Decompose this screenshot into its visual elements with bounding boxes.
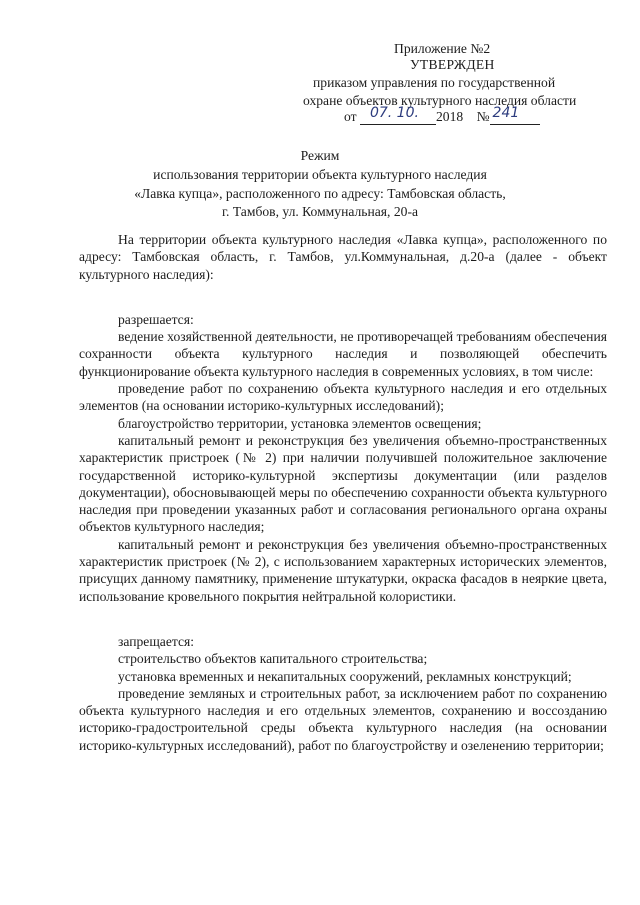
allowed-item: капитальный ремонт и реконструкция без увеличения объемно-пространственных характеристик пристроек (№ 2), с использованием характерных исторических элементов, присущих данному памятнику, применение штукатурки, окраска фасадов в неяркие цвета, использование кровельного покрытия нейтральной колористики.	[79, 536, 607, 604]
allowed-item: благоустройство территории, установка элементов освещения;	[118, 415, 482, 431]
prohibited-item: установка временных и некапитальных сооружений, рекламных конструкций;	[118, 668, 572, 684]
prohibited-item: проведение земляных и строительных работ, за исключением работ по сохранению объекта культурного наследия и его отдельных элементов, сохранению и воссозданию историко-градостроительной среды объекта культурного наследия (на основании историко-культурных исследований), работ по благоустройству и озеленению территории;	[79, 685, 607, 753]
number-field	[490, 105, 540, 125]
handwritten-number: 241	[492, 105, 520, 121]
prohibited-item: строительство объектов капитального строительства;	[118, 651, 428, 667]
year: 2018	[435, 109, 464, 124]
title-line-2: «Лавка купца», расположенного по адресу: Тамбовская область,	[134, 186, 506, 201]
number-prefix: №	[476, 109, 490, 124]
order-line-2: охране объектов культурного наследия области	[303, 93, 577, 108]
allowed-item: ведение хозяйственной деятельности, не противоречащей требованиям обеспечения сохранности объекта культурного наследия и позволяющей обеспечить функционирование объекта культурного наследия в современных условиях, в том числе:	[79, 329, 607, 379]
handwritten-date: 07. 10.	[369, 105, 419, 121]
appendix-label: Приложение №2	[394, 41, 491, 56]
document-title: Режим	[300, 148, 340, 163]
title-line-3: г. Тамбов, ул. Коммунальная, 20-а	[222, 204, 418, 219]
approved-label: УТВЕРЖДЕН	[410, 57, 495, 72]
date-prefix: от	[344, 109, 357, 124]
allowed-heading: разрешается:	[118, 311, 194, 327]
prohibited-heading: запрещается:	[118, 633, 195, 649]
allowed-item: капитальный ремонт и реконструкция без увеличения объемно-пространственных характеристик пристроек (№ 2) при наличии получившей положительное заключение государственной историко-культурной экспертизы документации (или разделов документации), обосновывающей меры по обеспечению сохранности объекта культурного наследия при проведении указанных работ и согласования регионального органа охраны объектов культурного наследия;	[79, 432, 607, 535]
document-body	[79, 231, 607, 754]
title-line-1: использования территории объекта культурного наследия	[153, 167, 487, 182]
order-date-number	[344, 105, 540, 125]
order-line-1: приказом управления по государственной	[313, 75, 556, 90]
date-field	[360, 105, 436, 125]
intro-paragraph: На территории объекта культурного наследия «Лавка купца», расположенного по адресу: Тамбовская область, г. Тамбов, ул.Коммунальная, д.20-а (далее - объект культурного наследия):	[79, 232, 607, 282]
allowed-item: проведение работ по сохранению объекта культурного наследия и его отдельных элементов (на основании историко-культурных исследований);	[79, 381, 607, 414]
